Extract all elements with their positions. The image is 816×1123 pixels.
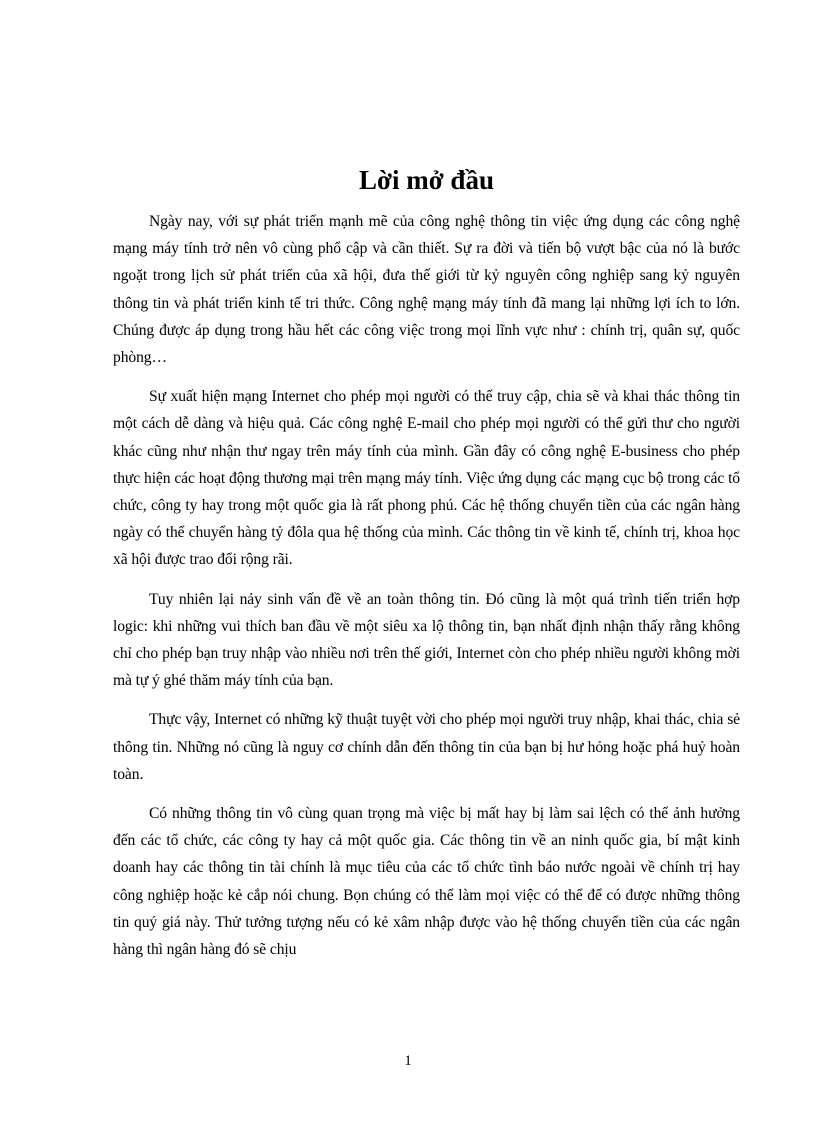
paragraph: Có những thông tin vô cùng quan trọng mà việc bị mất hay bị làm sai lệch có thể ảnh hưởng đến các tổ chức, các công ty hay cả một quốc gia. Các thông tin về an ninh quốc gia, bí mật kinh doanh hay các thông tin tài chính là mục tiêu của các tổ chức tình báo nước ngoài về chính trị hay công nghiệp hoặc kẻ cắp nói chung. Bọn chúng có thể làm mọi việc có thể để có được những thông tin quý giá này. Thử tưởng tượng nếu có kẻ xâm nhập được vào hệ thống chuyển tiền của các ngân hàng thì ngân hàng đó sẽ chịu (113, 805, 740, 959)
document-page (113, 160, 740, 975)
paragraph: Tuy nhiên lại nảy sinh vấn đề về an toàn thông tin. Đó cũng là một quá trình tiến triển hợp logic: khi những vui thích ban đầu về một siêu xa lộ thông tin, bạn nhất định nhận thấy rằng không chỉ cho phép bạn truy nhập vào nhiều nơi trên thế giới, Internet còn cho phép nhiều người không mời mà tự ý ghé thăm máy tính của bạn. (113, 590, 740, 690)
page-number: 1 (404, 1053, 412, 1069)
document-title: Lời mở đầu (359, 165, 494, 195)
paragraph: Sự xuất hiện mạng Internet cho phép mọi người có thể truy cập, chia sẽ và khai thác thông tin một cách dễ dàng và hiệu quả. Các công nghệ E-mail cho phép mọi người có thể gửi thư cho người khác cũng như nhận thư ngay trên máy tính của mình. Gần đây có công nghệ E-business cho phép thực hiện các hoạt động thương mại trên mạng máy tính. Việc ứng dụng các mạng cục bộ trong các tổ chức, công ty hay trong một quốc gia là rất phong phú. Các hệ thống chuyển tiền của các ngân hàng ngày có thể chuyển hàng tỷ đôla qua hệ thống của mình. Các thông tin về kinh tế, chính trị, khoa học xã hội được trao đổi rộng rãi. (113, 388, 740, 569)
paragraph: Thực vậy, Internet có những kỹ thuật tuyệt vời cho phép mọi người truy nhập, khai thác, chia sẻ thông tin. Những nó cũng là nguy cơ chính dẫn đến thông tin của bạn bị hư hỏng hoặc phá huỷ hoàn toàn. (113, 711, 740, 783)
paragraph: Ngày nay, với sự phát triển mạnh mẽ của công nghệ thông tin việc ứng dụng các công nghệ mạng máy tính trở nên vô cùng phổ cập và cần thiết. Sự ra đời và tiến bộ vượt bậc của nó là bước ngoặt trong lịch sử phát triển của xã hội, đưa thế giới từ kỷ nguyên công nghiệp sang kỷ nguyên thông tin và phát triển kinh tế tri thức. Công nghệ mạng máy tính đã mang lại những lợi ích to lớn. Chúng được áp dụng trong hầu hết các công việc trong mọi lĩnh vực như : chính trị, quân sự, quốc phòng… (113, 213, 740, 367)
